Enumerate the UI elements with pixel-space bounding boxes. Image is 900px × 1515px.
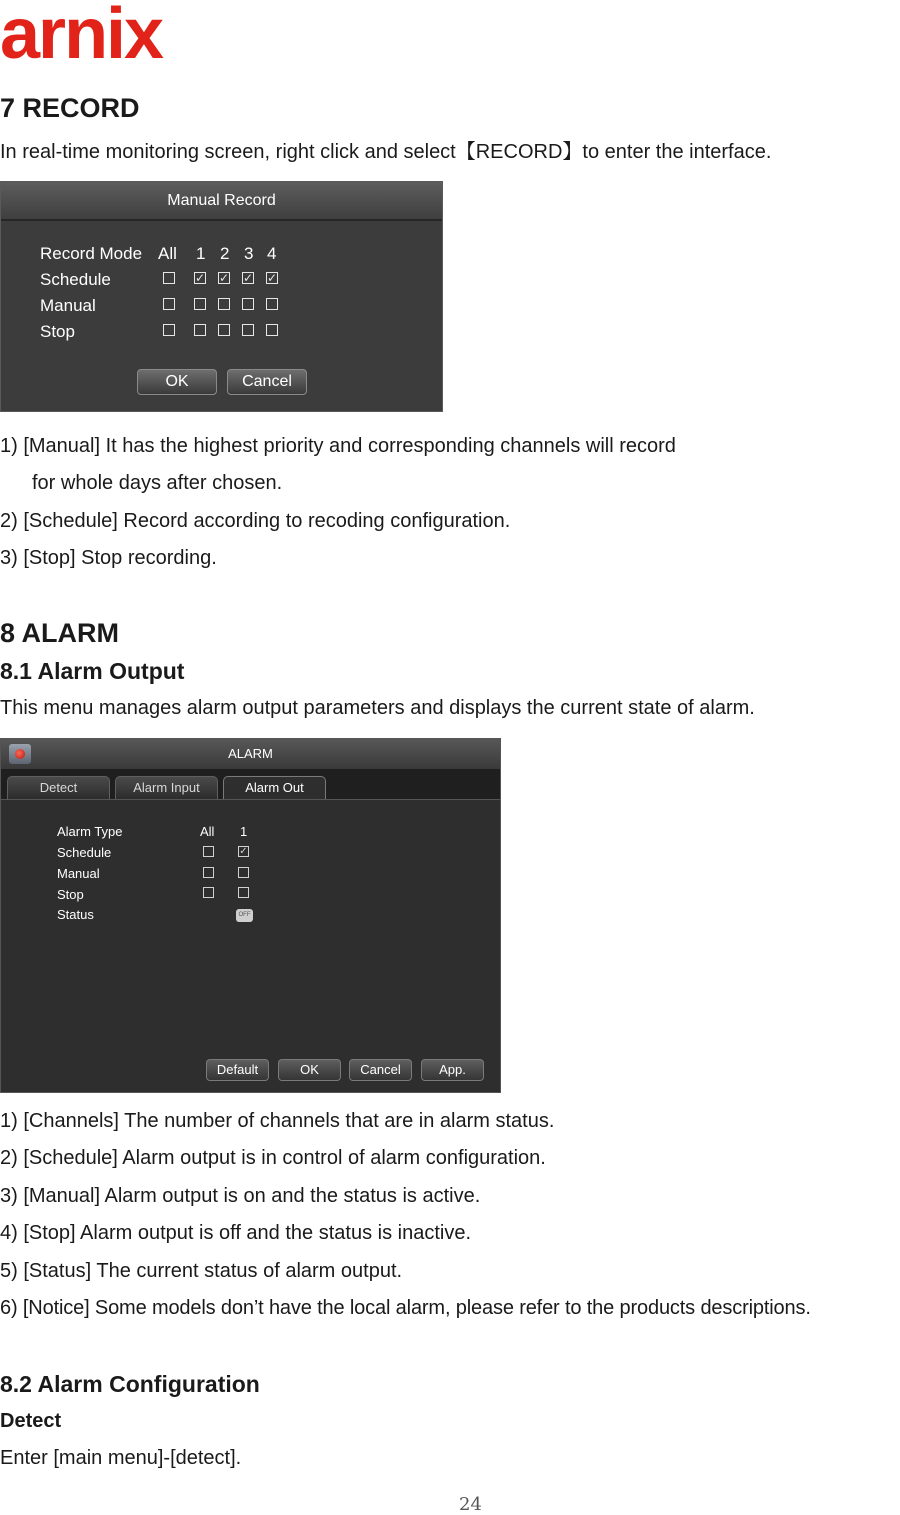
stop-ch3-checkbox[interactable]	[242, 324, 254, 336]
arnix-logo	[0, 0, 175, 66]
schedule-ch4-checkbox[interactable]: ✓	[267, 271, 278, 285]
alarm-dialog	[0, 738, 501, 1093]
manual-all-checkbox[interactable]	[163, 298, 175, 310]
manual-ch4-checkbox[interactable]	[266, 298, 278, 310]
alarm-row-label-manual: Manual	[57, 866, 100, 881]
alarm-dialog-title: ALARM	[1, 739, 500, 769]
alarm-manual-ch1-checkbox[interactable]	[238, 867, 249, 878]
alarm-stop-all-checkbox[interactable]	[203, 887, 214, 898]
column-all: All	[158, 244, 177, 263]
detect-subheading: Detect	[0, 1410, 62, 1432]
status-indicator: OFF	[236, 909, 253, 922]
record-list-item: 3) [Stop] Stop recording.	[0, 547, 217, 569]
alarm-column-all: All	[200, 824, 215, 839]
section-8-1-heading: 8.1 Alarm Output	[0, 658, 185, 684]
schedule-all-checkbox[interactable]	[163, 272, 175, 284]
schedule-ch3-checkbox[interactable]: ✓	[243, 271, 254, 285]
record-mode-label: Record Mode	[40, 244, 143, 263]
manual-ch3-checkbox[interactable]	[242, 298, 254, 310]
alarm-row-label-status: Status	[57, 907, 94, 922]
alarm-ok-button[interactable]: OK	[278, 1059, 341, 1081]
manual-ch1-checkbox[interactable]	[194, 298, 206, 310]
column-1: 1	[196, 244, 206, 263]
default-button[interactable]: Default	[206, 1059, 269, 1081]
alarm-cancel-button[interactable]: Cancel	[349, 1059, 412, 1081]
column-4: 4	[267, 244, 277, 263]
app-icon	[9, 744, 31, 764]
alarm-list-item: 2) [Schedule] Alarm output is in control of alarm configuration.	[0, 1147, 546, 1169]
alarm-manual-all-checkbox[interactable]	[203, 867, 214, 878]
row-label-schedule: Schedule	[40, 270, 111, 289]
stop-ch2-checkbox[interactable]	[218, 324, 230, 336]
section-8-2-heading: 8.2 Alarm Configuration	[0, 1371, 260, 1397]
record-list-item: for whole days after chosen.	[32, 472, 283, 494]
tab-detect[interactable]: Detect	[7, 776, 110, 799]
section-7-intro: In real-time monitoring screen, right click and select【RECORD】to enter the interface.	[0, 141, 772, 163]
alarm-list-item: 3) [Manual] Alarm output is on and the status is active.	[0, 1185, 481, 1207]
column-3: 3	[244, 244, 254, 263]
alarm-list-item: 5) [Status] The current status of alarm output.	[0, 1260, 403, 1282]
record-list-item: 2) [Schedule] Record according to recoding configuration.	[0, 510, 511, 532]
alarm-list-item: 1) [Channels] The number of channels that are in alarm status.	[0, 1110, 555, 1132]
stop-ch1-checkbox[interactable]	[194, 324, 206, 336]
column-2: 2	[220, 244, 230, 263]
row-label-manual: Manual	[40, 296, 96, 315]
alarm-type-label: Alarm Type	[57, 824, 123, 839]
alarm-list-item: 4) [Stop] Alarm output is off and the status is inactive.	[0, 1222, 471, 1244]
alarm-list-item: 6) [Notice] Some models don’t have the local alarm, please refer to the products descriptions.	[0, 1297, 811, 1319]
cancel-button[interactable]: Cancel	[227, 369, 307, 395]
record-list-item: 1) [Manual] It has the highest priority and corresponding channels will record	[0, 435, 676, 457]
section-8-heading: 8 ALARM	[0, 618, 119, 648]
alarm-column-1: 1	[240, 824, 248, 839]
schedule-ch2-checkbox[interactable]: ✓	[219, 271, 230, 285]
tab-alarm-out[interactable]: Alarm Out	[223, 776, 326, 799]
svg-text:arnix: arnix	[0, 0, 163, 66]
alarm-schedule-ch1-checkbox[interactable]: ✓	[239, 846, 248, 857]
tab-alarm-input[interactable]: Alarm Input	[115, 776, 218, 799]
alarm-stop-ch1-checkbox[interactable]	[238, 887, 249, 898]
page-number: 24	[459, 1494, 482, 1515]
detect-text: Enter [main menu]-[detect].	[0, 1447, 242, 1469]
schedule-ch1-checkbox[interactable]: ✓	[195, 271, 206, 285]
section-8-intro: This menu manages alarm output parameters and displays the current state of alarm.	[0, 697, 755, 719]
alarm-row-label-stop: Stop	[57, 887, 84, 902]
ok-button[interactable]: OK	[137, 369, 217, 395]
manual-record-title: Manual Record	[1, 182, 442, 221]
stop-all-checkbox[interactable]	[163, 324, 175, 336]
stop-ch4-checkbox[interactable]	[266, 324, 278, 336]
alarm-schedule-all-checkbox[interactable]	[203, 846, 214, 857]
section-7-heading: 7 RECORD	[0, 93, 140, 123]
tab-bar	[1, 769, 500, 800]
apply-button[interactable]: App.	[421, 1059, 484, 1081]
manual-record-dialog	[0, 181, 443, 412]
manual-ch2-checkbox[interactable]	[218, 298, 230, 310]
alarm-row-label-schedule: Schedule	[57, 845, 112, 860]
row-label-stop: Stop	[40, 322, 75, 341]
